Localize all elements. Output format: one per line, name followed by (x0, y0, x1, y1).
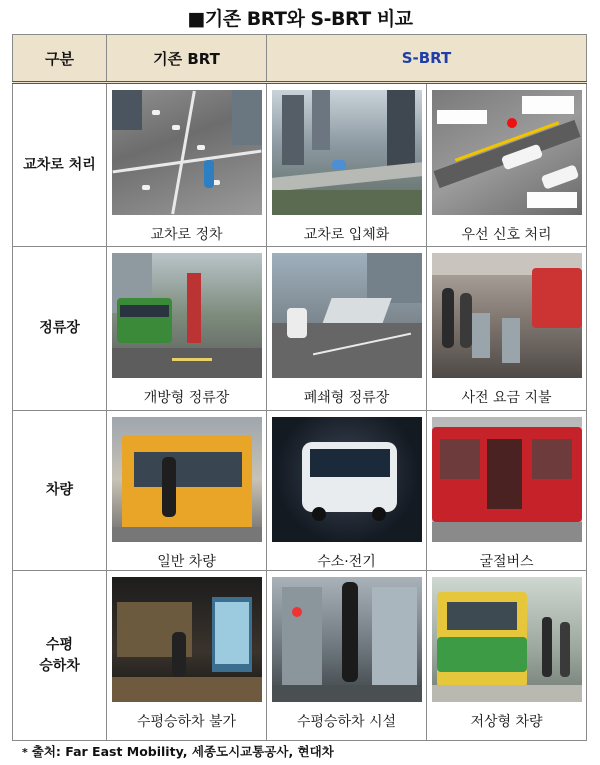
existing-cell (107, 571, 267, 741)
photo-caption: 사전 요금 지불 (461, 390, 552, 406)
photo-caption: 개방형 정류장 (143, 390, 230, 406)
table-row (13, 83, 587, 247)
regular-bus-photo (112, 417, 262, 542)
header-sbrt: S-BRT (267, 35, 587, 83)
low-floor-bus-photo (432, 577, 582, 702)
hydrogen-electric-bus-photo (272, 417, 422, 542)
photo-caption: 수소·전기 (317, 554, 376, 570)
row-category: 교차로 처리 (13, 83, 107, 247)
closed-bus-stop-photo (272, 253, 422, 378)
photo-caption: 수평승하차 불가 (136, 714, 237, 730)
existing-cell (107, 83, 267, 247)
signal-priority-diagram (432, 90, 582, 215)
comparison-table (12, 34, 587, 741)
photo-caption: 저상형 차량 (470, 714, 543, 730)
sbrt-cell (427, 247, 587, 411)
sbrt-cell (427, 571, 587, 741)
sbrt-cell (267, 411, 427, 571)
prepaid-fare-gate-photo (432, 253, 582, 378)
intersection-traffic-photo (112, 90, 262, 215)
photo-caption: 폐쇄형 정류장 (303, 390, 390, 406)
flyover-bus-lane-photo (272, 90, 422, 215)
header-existing-brt: 기존 BRT (107, 35, 267, 83)
photo-caption: 교차로 입체화 (303, 227, 390, 243)
sbrt-cell (267, 247, 427, 411)
row-category-label: 수평 승하차 (39, 636, 80, 674)
photo-caption: 우선 신호 처리 (461, 227, 552, 243)
table-row (13, 247, 587, 411)
photo-caption: 교차로 정차 (150, 227, 223, 243)
footnote-marker: * (22, 746, 28, 759)
row-category: 정류장 (13, 247, 107, 411)
row-category: 차량 (13, 411, 107, 571)
level-boarding-facility-photo (272, 577, 422, 702)
existing-cell (107, 247, 267, 411)
photo-caption: 굴절버스 (479, 554, 534, 570)
photo-caption: 수평승하차 시설 (296, 714, 397, 730)
sbrt-cell (427, 83, 587, 247)
table-row (13, 411, 587, 571)
source-footnote (22, 742, 334, 760)
table-row (13, 571, 587, 741)
articulated-bus-photo (432, 417, 582, 542)
footnote-text: 출처: Far East Mobility, 세종도시교통공사, 현대차 (31, 744, 334, 759)
sbrt-cell (267, 83, 427, 247)
row-category (13, 571, 107, 741)
page-title: ■기존 BRT와 S-BRT 비교 (187, 8, 413, 30)
sbrt-cell (267, 571, 427, 741)
open-bus-stop-photo (112, 253, 262, 378)
sbrt-cell (427, 411, 587, 571)
header-category: 구분 (13, 35, 107, 83)
no-level-boarding-photo (112, 577, 262, 702)
existing-cell (107, 411, 267, 571)
header-row (13, 35, 587, 83)
photo-caption: 일반 차량 (157, 554, 216, 570)
